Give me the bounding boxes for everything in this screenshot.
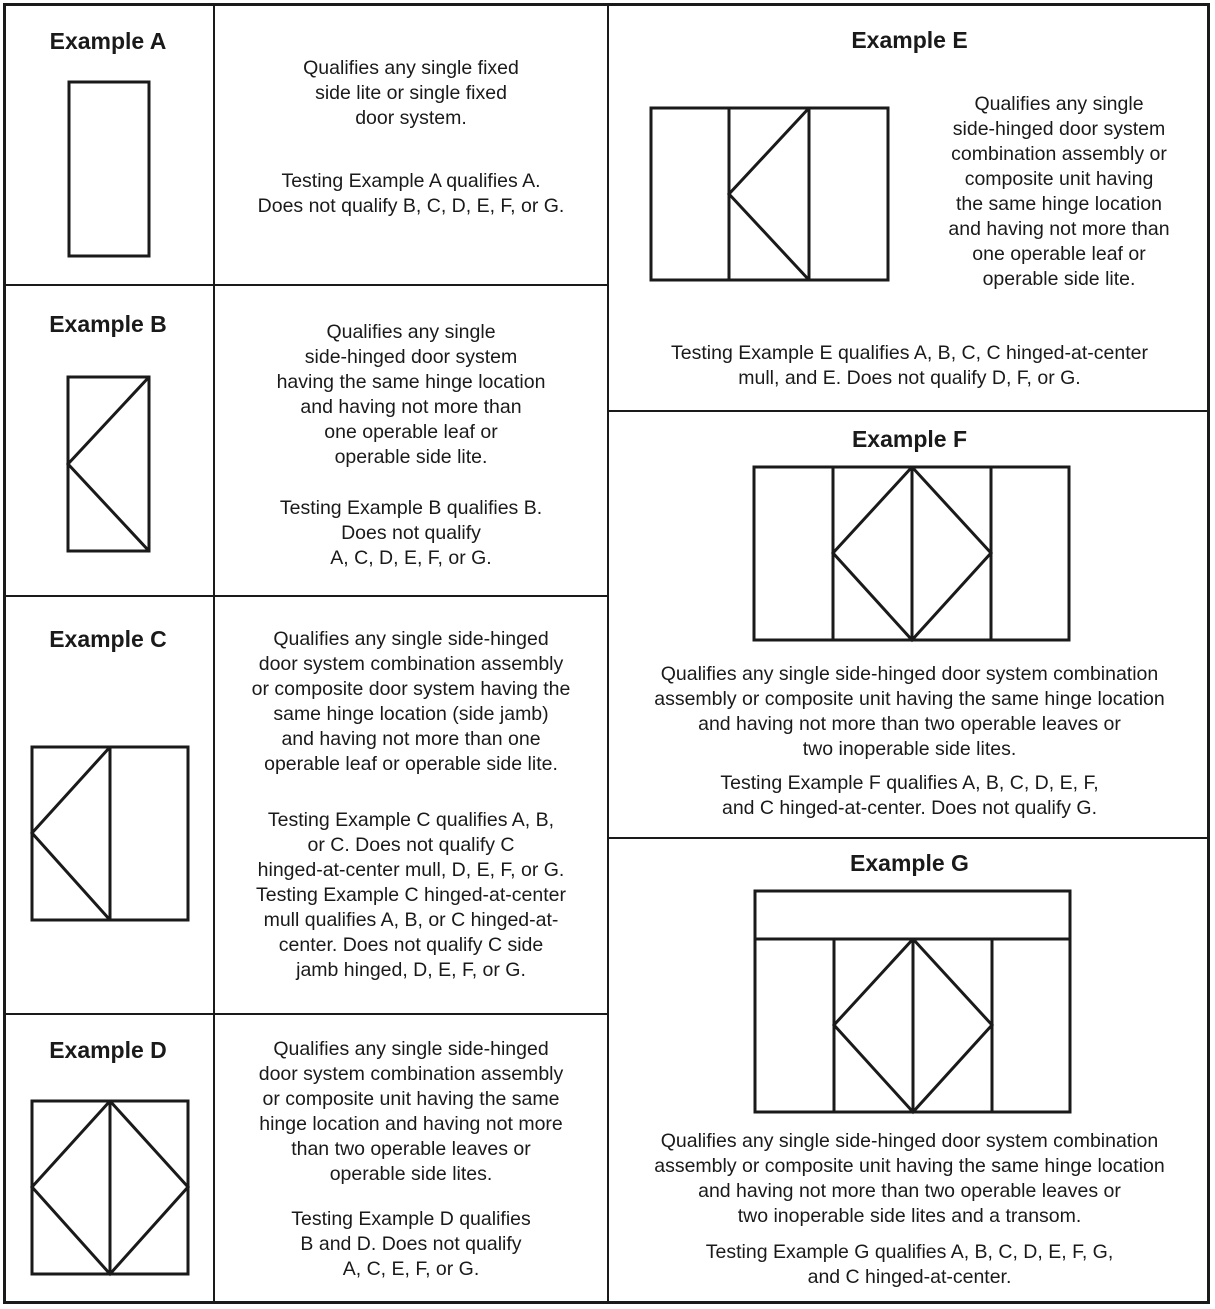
example-b-title: Example B xyxy=(49,311,167,337)
example-d-title: Example D xyxy=(49,1037,167,1063)
example-a-title: Example A xyxy=(49,28,167,54)
example-f-testing: Testing Example F qualifies A, B, C, D, E, F, and C hinged-at-center. Does not qualify G. xyxy=(720,772,1099,819)
example-d-testing: Testing Example D qualifies B and D. Does not qualify A, C, E, F, or G. xyxy=(291,1208,531,1280)
example-b-qualifies: Qualifies any single side-hinged door system having the same hinge location and having not more than one operable leaf or operable side lite. xyxy=(276,321,546,468)
example-e-title: Example E xyxy=(851,27,968,53)
example-g-title: Example G xyxy=(850,850,969,876)
example-d-qualifies: Qualifies any single side-hinged door system combination assembly or composite unit having the same hinge location and having not more than two operable leaves or operable side lites. xyxy=(258,1038,564,1185)
example-g-testing: Testing Example G qualifies A, B, C, D, E, F, G, and C hinged-at-center. xyxy=(705,1241,1114,1288)
example-c-testing: Testing Example C qualifies A, B, or C. Does not qualify C hinged-at-center mull, D, E, F, or G. Testing Example C hinged-at-center mull qualifies A, B, or C hinged-at- center. Does not qualify C side jamb hinged, D, E, F, or G. xyxy=(256,809,566,981)
example-f-qualifies: Qualifies any single side-hinged door system combination assembly or composite unit having the same hinge location and having not more than two operable leaves or two inoperable side lites. xyxy=(654,663,1165,760)
example-c-qualifies: Qualifies any single side-hinged door system combination assembly or composite door system having the same hinge location (side jamb) and having not more than one operable leaf or operable side lite. xyxy=(251,628,571,775)
example-a-testing: Testing Example A qualifies A. Does not qualify B, C, D, E, F, or G. xyxy=(257,170,565,217)
example-a-qualifies: Qualifies any single fixed side lite or single fixed door system. xyxy=(303,57,519,129)
example-g-qualifies: Qualifies any single side-hinged door system combination assembly or composite unit having the same hinge location and having not more than two operable leaves or two inoperable side lites and a transom. xyxy=(654,1130,1165,1227)
example-e-testing: Testing Example E qualifies A, B, C, C hinged-at-center mull, and E. Does not qualify D, F, or G. xyxy=(671,342,1148,389)
example-c-title: Example C xyxy=(49,626,167,652)
example-b-testing: Testing Example B qualifies B. Does not qualify A, C, D, E, F, or G. xyxy=(279,497,543,569)
example-e-qualifies: Qualifies any single side-hinged door system combination assembly or composite unit having the same hinge location and having not more than one operable leaf or operable side lite. xyxy=(948,93,1170,290)
example-f-title: Example F xyxy=(851,426,968,452)
